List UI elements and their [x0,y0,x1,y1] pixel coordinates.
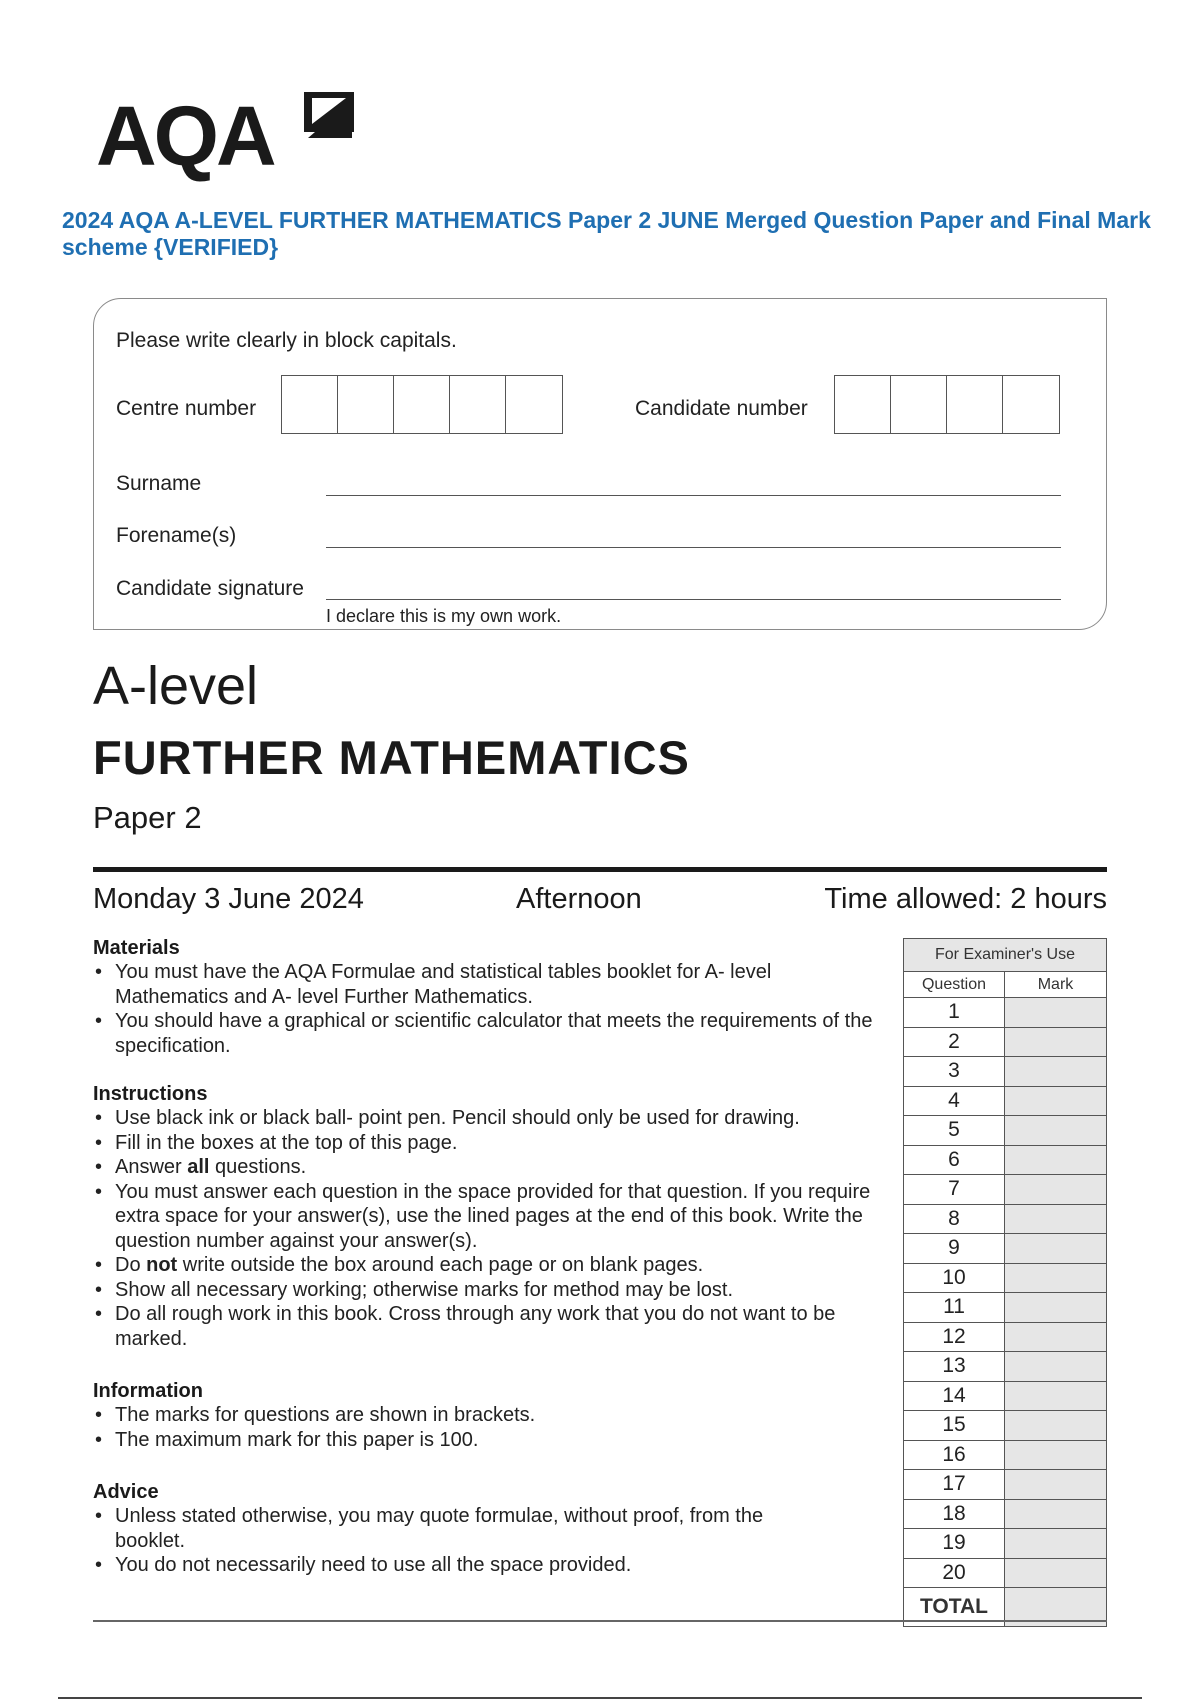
table-row [904,1293,1106,1323]
table-row [904,1470,1106,1500]
list-item [93,1155,883,1180]
mark-cell [1005,1264,1106,1293]
advice-title: Advice [93,1481,159,1503]
centre-digit-box[interactable] [394,376,450,433]
candidate-digit-box[interactable] [1003,376,1059,433]
question-number-cell: 3 [904,1057,1005,1086]
centre-number-boxes[interactable] [281,375,563,434]
table-row [904,1234,1106,1264]
text-part: Answer [115,1156,188,1178]
list-item: • You must answer each question in the space provided for that question. If you require extra space for your answer(s), use the lined pages at the end of this book. Write the question number against your answer(s). [93,1180,883,1254]
examiner-table-title: For Examiner's Use [904,939,1106,972]
declaration-text: I declare this is my own work. [326,606,562,626]
table-row [904,1559,1106,1589]
examiner-table-header-row [904,972,1106,998]
surname-field[interactable] [326,495,1061,496]
question-number-cell: 13 [904,1352,1005,1381]
forenames-field[interactable] [326,547,1061,548]
question-number-cell: 18 [904,1500,1005,1529]
mark-cell [1005,1352,1106,1381]
mark-cell [1005,1057,1106,1086]
table-row [904,1500,1106,1530]
list-item: • The maximum mark for this paper is 100. [93,1428,883,1453]
centre-digit-box[interactable] [338,376,394,433]
question-number-cell: 6 [904,1146,1005,1175]
candidate-number-label: Candidate number [635,397,808,420]
text-part: write outside the box around each page or on blank pages. [177,1254,704,1276]
question-number-cell: 9 [904,1234,1005,1263]
information-list [93,1403,883,1452]
list-item: • Do all rough work in this book. Cross through any work that you do not want to be marked. [93,1302,883,1351]
mark-cell [1005,1529,1106,1558]
information-title: Information [93,1380,203,1402]
question-column-header: Question [904,972,1005,997]
mark-cell [1005,1382,1106,1411]
question-number-cell: 16 [904,1441,1005,1470]
table-row [904,1441,1106,1471]
list-item: • You should have a graphical or scientific calculator that meets the requirements of the specification. [93,1009,883,1058]
mark-cell [1005,1500,1106,1529]
total-label: TOTAL [904,1588,1005,1626]
list-item [93,1253,883,1278]
candidate-details-box [93,298,1107,630]
centre-number-label: Centre number [116,397,257,420]
question-number-cell: 8 [904,1205,1005,1234]
advice-list [93,1504,793,1578]
document-title[interactable]: 2024 AQA A-LEVEL FURTHER MATHEMATICS Paper 2 JUNE Merged Question Paper and Final Mark scheme {VERIFIED} [62,207,1151,260]
list-item: • Unless stated otherwise, you may quote formulae, without proof, from the booklet. [93,1504,793,1553]
table-row [904,998,1106,1028]
instructions-list [93,1106,883,1351]
question-number-cell: 2 [904,1028,1005,1057]
question-number-cell: 11 [904,1293,1005,1322]
signature-field[interactable] [326,599,1061,600]
signature-label: Candidate signature [116,577,304,600]
question-number-cell: 20 [904,1559,1005,1588]
centre-digit-box[interactable] [282,376,338,433]
paper-title: Paper 2 [93,800,202,835]
text-part: questions. [209,1156,307,1178]
mark-cell [1005,1323,1106,1352]
emphasis-text: not [146,1254,178,1276]
list-item: • Use black ink or black ball- point pen. Pencil should only be used for drawing. [93,1106,883,1131]
information-section [93,1380,883,1452]
question-number-cell: 4 [904,1087,1005,1116]
candidate-number-boxes[interactable] [834,375,1060,434]
mark-cell [1005,1234,1106,1263]
materials-section [93,937,883,1058]
mark-cell [1005,1441,1106,1470]
centre-digit-box[interactable] [506,376,562,433]
list-item: • You do not necessarily need to use all the space provided. [93,1553,793,1578]
examiner-table-body [904,998,1106,1588]
list-item: • Fill in the boxes at the top of this page. [93,1131,883,1156]
table-row [904,1382,1106,1412]
table-row [904,1146,1106,1176]
mark-cell [1005,1411,1106,1440]
materials-list [93,960,883,1058]
divider-thick [93,867,1107,872]
table-row [904,1529,1106,1559]
question-number-cell: 14 [904,1382,1005,1411]
level-title: A-level [93,656,259,716]
mark-cell [1005,1116,1106,1145]
mark-cell [1005,1087,1106,1116]
logo-mark-icon [300,88,360,146]
mark-cell [1005,1470,1106,1499]
candidate-digit-box[interactable] [835,376,891,433]
table-row [904,1264,1106,1294]
mark-column-header: Mark [1037,976,1074,993]
question-number-cell: 1 [904,998,1005,1027]
surname-label: Surname [116,472,202,495]
table-row [904,1028,1106,1058]
question-number-cell: 10 [904,1264,1005,1293]
page-edge-line [58,1697,1142,1699]
divider-bottom [93,1620,1107,1622]
table-row [904,1205,1106,1235]
subject-title: FURTHER MATHEMATICS [93,731,690,784]
aqa-logo [96,86,366,182]
emphasis-text: all [187,1156,210,1178]
examiner-use-table [903,938,1107,1627]
table-row [904,1116,1106,1146]
forenames-label: Forename(s) [116,524,237,547]
instructions-title: Instructions [93,1083,208,1105]
question-number-cell: 12 [904,1323,1005,1352]
time-allowed: Time allowed: 2 hours [824,883,1107,915]
table-row [904,1057,1106,1087]
advice-section [93,1481,793,1578]
table-row [904,1323,1106,1353]
exam-session: Afternoon [516,883,642,915]
block-capitals-instruction: Please write clearly in block capitals. [116,329,457,352]
text-part: Do [115,1254,147,1276]
table-row [904,1087,1106,1117]
list-item: • Show all necessary working; otherwise marks for method may be lost. [93,1278,883,1303]
question-number-cell: 17 [904,1470,1005,1499]
mark-cell [1005,1028,1106,1057]
mark-cell [1005,1205,1106,1234]
table-row [904,1411,1106,1441]
question-number-cell: 15 [904,1411,1005,1440]
list-item: • You must have the AQA Formulae and statistical tables booklet for A- level Mathematics and A- level Further Mathematics. [93,960,883,1009]
materials-title: Materials [93,937,180,959]
mark-cell [1005,998,1106,1027]
candidate-digit-box[interactable] [947,376,1003,433]
instructions-section [93,1083,883,1351]
mark-cell [1005,1293,1106,1322]
question-number-cell: 19 [904,1529,1005,1558]
list-item: • The marks for questions are shown in brackets. [93,1403,883,1428]
question-number-cell: 7 [904,1175,1005,1204]
table-row [904,1175,1106,1205]
mark-cell [1005,1559,1106,1588]
logo-text: AQA [96,89,274,183]
exam-date: Monday 3 June 2024 [93,883,364,915]
candidate-digit-box[interactable] [891,376,947,433]
mark-cell [1005,1175,1106,1204]
centre-digit-box[interactable] [450,376,506,433]
question-number-cell: 5 [904,1116,1005,1145]
table-row [904,1352,1106,1382]
mark-cell [1005,1146,1106,1175]
